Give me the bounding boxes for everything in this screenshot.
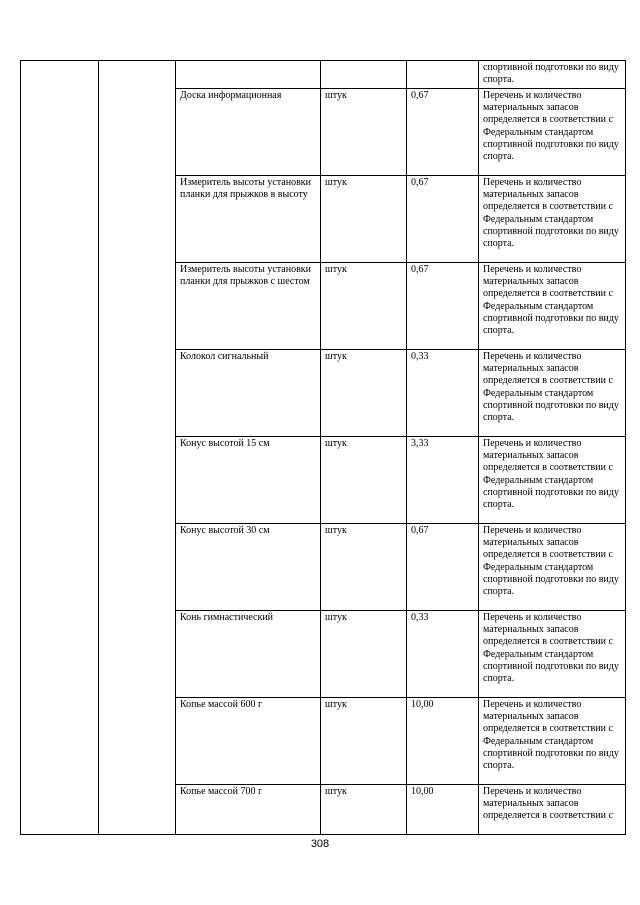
equipment-table — [20, 60, 626, 835]
note-cell: Перечень и количество материальных запасов определяется в соответствии с Федеральным стандартом спортивной подготовки по виду спорта. — [479, 437, 626, 524]
unit-cell: штук — [321, 437, 407, 524]
unit-cell: штук — [321, 785, 407, 835]
quantity-cell: 0,67 — [407, 263, 479, 350]
note-cell: Перечень и количество материальных запасов определяется в соответствии с Федеральным стандартом спортивной подготовки по виду спорта. — [479, 524, 626, 611]
unit-cell — [321, 61, 407, 89]
item-name-cell: Измеритель высоты установки планки для прыжков с шестом — [176, 263, 321, 350]
note-cell: Перечень и количество материальных запасов определяется в соответствии с Федеральным стандартом спортивной подготовки по виду спорта. — [479, 176, 626, 263]
note-cell: Перечень и количество материальных запасов определяется в соответствии с Федеральным стандартом спортивной подготовки по виду спорта. — [479, 350, 626, 437]
note-cell: Перечень и количество материальных запасов определяется в соответствии с Федеральным стандартом спортивной подготовки по виду спорта. — [479, 611, 626, 698]
note-cell: Перечень и количество материальных запасов определяется в соответствии с Федеральным стандартом спортивной подготовки по виду спорта. — [479, 263, 626, 350]
quantity-cell: 0,67 — [407, 176, 479, 263]
quantity-cell: 0,33 — [407, 611, 479, 698]
item-name-cell: Конус высотой 15 см — [176, 437, 321, 524]
quantity-cell — [407, 61, 479, 89]
quantity-cell: 0,67 — [407, 524, 479, 611]
quantity-cell: 10,00 — [407, 698, 479, 785]
merged-cell-col2 — [99, 61, 176, 835]
note-cell: Перечень и количество материальных запасов определяется в соответствии с Федеральным стандартом спортивной подготовки по виду спорта. — [479, 698, 626, 785]
item-name-cell: Доска информационная — [176, 89, 321, 176]
item-name-cell: Измеритель высоты установки планки для прыжков в высоту — [176, 176, 321, 263]
item-name-cell: Конь гимнастический — [176, 611, 321, 698]
unit-cell: штук — [321, 89, 407, 176]
unit-cell: штук — [321, 263, 407, 350]
merged-cell-col1 — [21, 61, 99, 835]
quantity-cell: 0,33 — [407, 350, 479, 437]
item-name-cell: Колокол сигнальный — [176, 350, 321, 437]
item-name-cell: Конус высотой 30 см — [176, 524, 321, 611]
unit-cell: штук — [321, 350, 407, 437]
note-cell: Перечень и количество материальных запасов определяется в соответствии с Федеральным стандартом спортивной подготовки по виду спорта. — [479, 89, 626, 176]
unit-cell: штук — [321, 524, 407, 611]
item-name-cell: Копье массой 600 г — [176, 698, 321, 785]
unit-cell: штук — [321, 176, 407, 263]
quantity-cell: 0,67 — [407, 89, 479, 176]
table-row — [21, 61, 626, 89]
quantity-cell: 10,00 — [407, 785, 479, 835]
unit-cell: штук — [321, 698, 407, 785]
quantity-cell: 3,33 — [407, 437, 479, 524]
note-cell: Перечень и количество материальных запасов определяется в соответствии с — [479, 785, 626, 835]
item-name-cell: Копье массой 700 г — [176, 785, 321, 835]
item-name-cell — [176, 61, 321, 89]
unit-cell: штук — [321, 611, 407, 698]
note-cell: спортивной подготовки по виду спорта. — [479, 61, 626, 89]
page-number: 308 — [310, 838, 330, 850]
